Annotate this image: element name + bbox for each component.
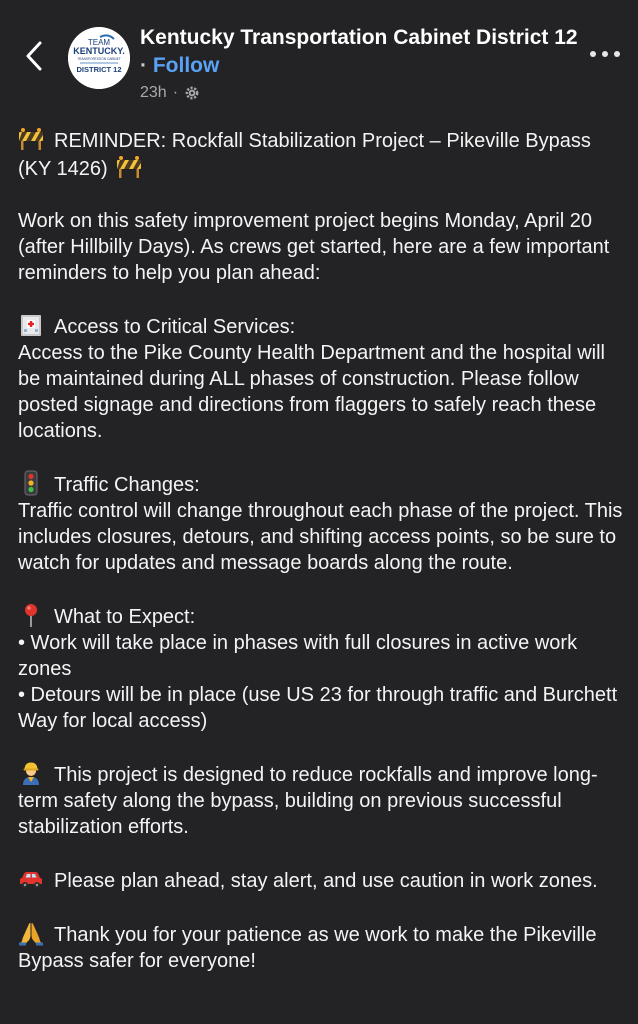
post-timestamp[interactable]: 23h (140, 84, 167, 101)
construction-worker-icon (18, 760, 44, 786)
section-heading (18, 602, 624, 630)
section-heading (18, 470, 624, 498)
closing-project-purpose (18, 760, 624, 840)
traffic-light-icon (18, 470, 44, 496)
more-dot (602, 51, 608, 57)
more-dot (590, 51, 596, 57)
folded-hands-icon (18, 920, 44, 946)
post-header (0, 0, 638, 110)
section-heading-text: Traffic Changes: (54, 474, 200, 496)
section-body: Access to the Pike County Health Department and the hospital will be maintained during ALL phases of construction. Please follow posted signage and directions from flaggers to safely reach these locations. (18, 342, 605, 442)
avatar-cabinet-text: TRANSPORTATION CABINET (77, 57, 121, 61)
hospital-icon (18, 312, 44, 338)
avatar[interactable] (68, 27, 130, 89)
avatar-team-text: TEAM (87, 38, 111, 47)
section-body: Traffic control will change throughout each phase of the project. This includes closures, detours, and shifting access points, so be sure to watch for updates and message boards along the route. (18, 500, 623, 574)
section-traffic-changes (18, 470, 624, 576)
more-dot (614, 51, 620, 57)
post-title-text: REMINDER: Rockfall Stabilization Project – Pikeville Bypass (KY 1426) (18, 130, 591, 180)
page-name-line (140, 24, 580, 80)
post-intro: Work on this safety improvement project begins Monday, April 20 (after Hillbilly Days). As crews get started, here are a few important reminders to help you plan ahead: (18, 210, 610, 284)
avatar-district-text: DISTRICT 12 (76, 65, 122, 74)
section-heading-text: Access to Critical Services: (54, 316, 296, 338)
section-what-to-expect (18, 602, 624, 734)
post-meta (140, 82, 200, 104)
closing-text: This project is designed to reduce rockfalls and improve long-term safety along the bypass, building on previous successful stabilization efforts. (18, 764, 598, 838)
car-icon (18, 866, 44, 892)
section-heading-text: What to Expect: (54, 606, 196, 628)
closing-plan-ahead (18, 866, 624, 894)
section-heading (18, 312, 624, 340)
avatar-kentucky-text: KENTUCKY. (73, 46, 125, 56)
ktc-logo (68, 27, 130, 89)
chevron-left-icon (25, 41, 43, 71)
closing-text: Thank you for your patience as we work to make the Pikeville Bypass safer for everyone! (18, 924, 597, 972)
section-critical-services (18, 312, 624, 444)
meta-separator: · (172, 84, 179, 101)
follow-separator: · (140, 54, 147, 77)
post-body (18, 126, 624, 974)
pin-icon (18, 602, 44, 628)
more-options-button[interactable] (590, 44, 620, 64)
post-title (18, 126, 624, 182)
back-button[interactable] (20, 38, 48, 74)
list-item: • Work will take place in phases with full closures in active work zones (18, 632, 578, 680)
list-item: • Detours will be in place (use US 23 for through traffic and Burchett Way for local access) (18, 684, 618, 732)
closing-text: Please plan ahead, stay alert, and use caution in work zones. (54, 870, 598, 892)
closing-thank-you (18, 920, 624, 974)
follow-button[interactable]: Follow (152, 54, 220, 77)
construction-barrier-icon (116, 154, 142, 180)
construction-barrier-icon (18, 126, 44, 152)
gear-icon (184, 85, 200, 101)
page-name[interactable]: Kentucky Transportation Cabinet District 12 (140, 26, 578, 49)
